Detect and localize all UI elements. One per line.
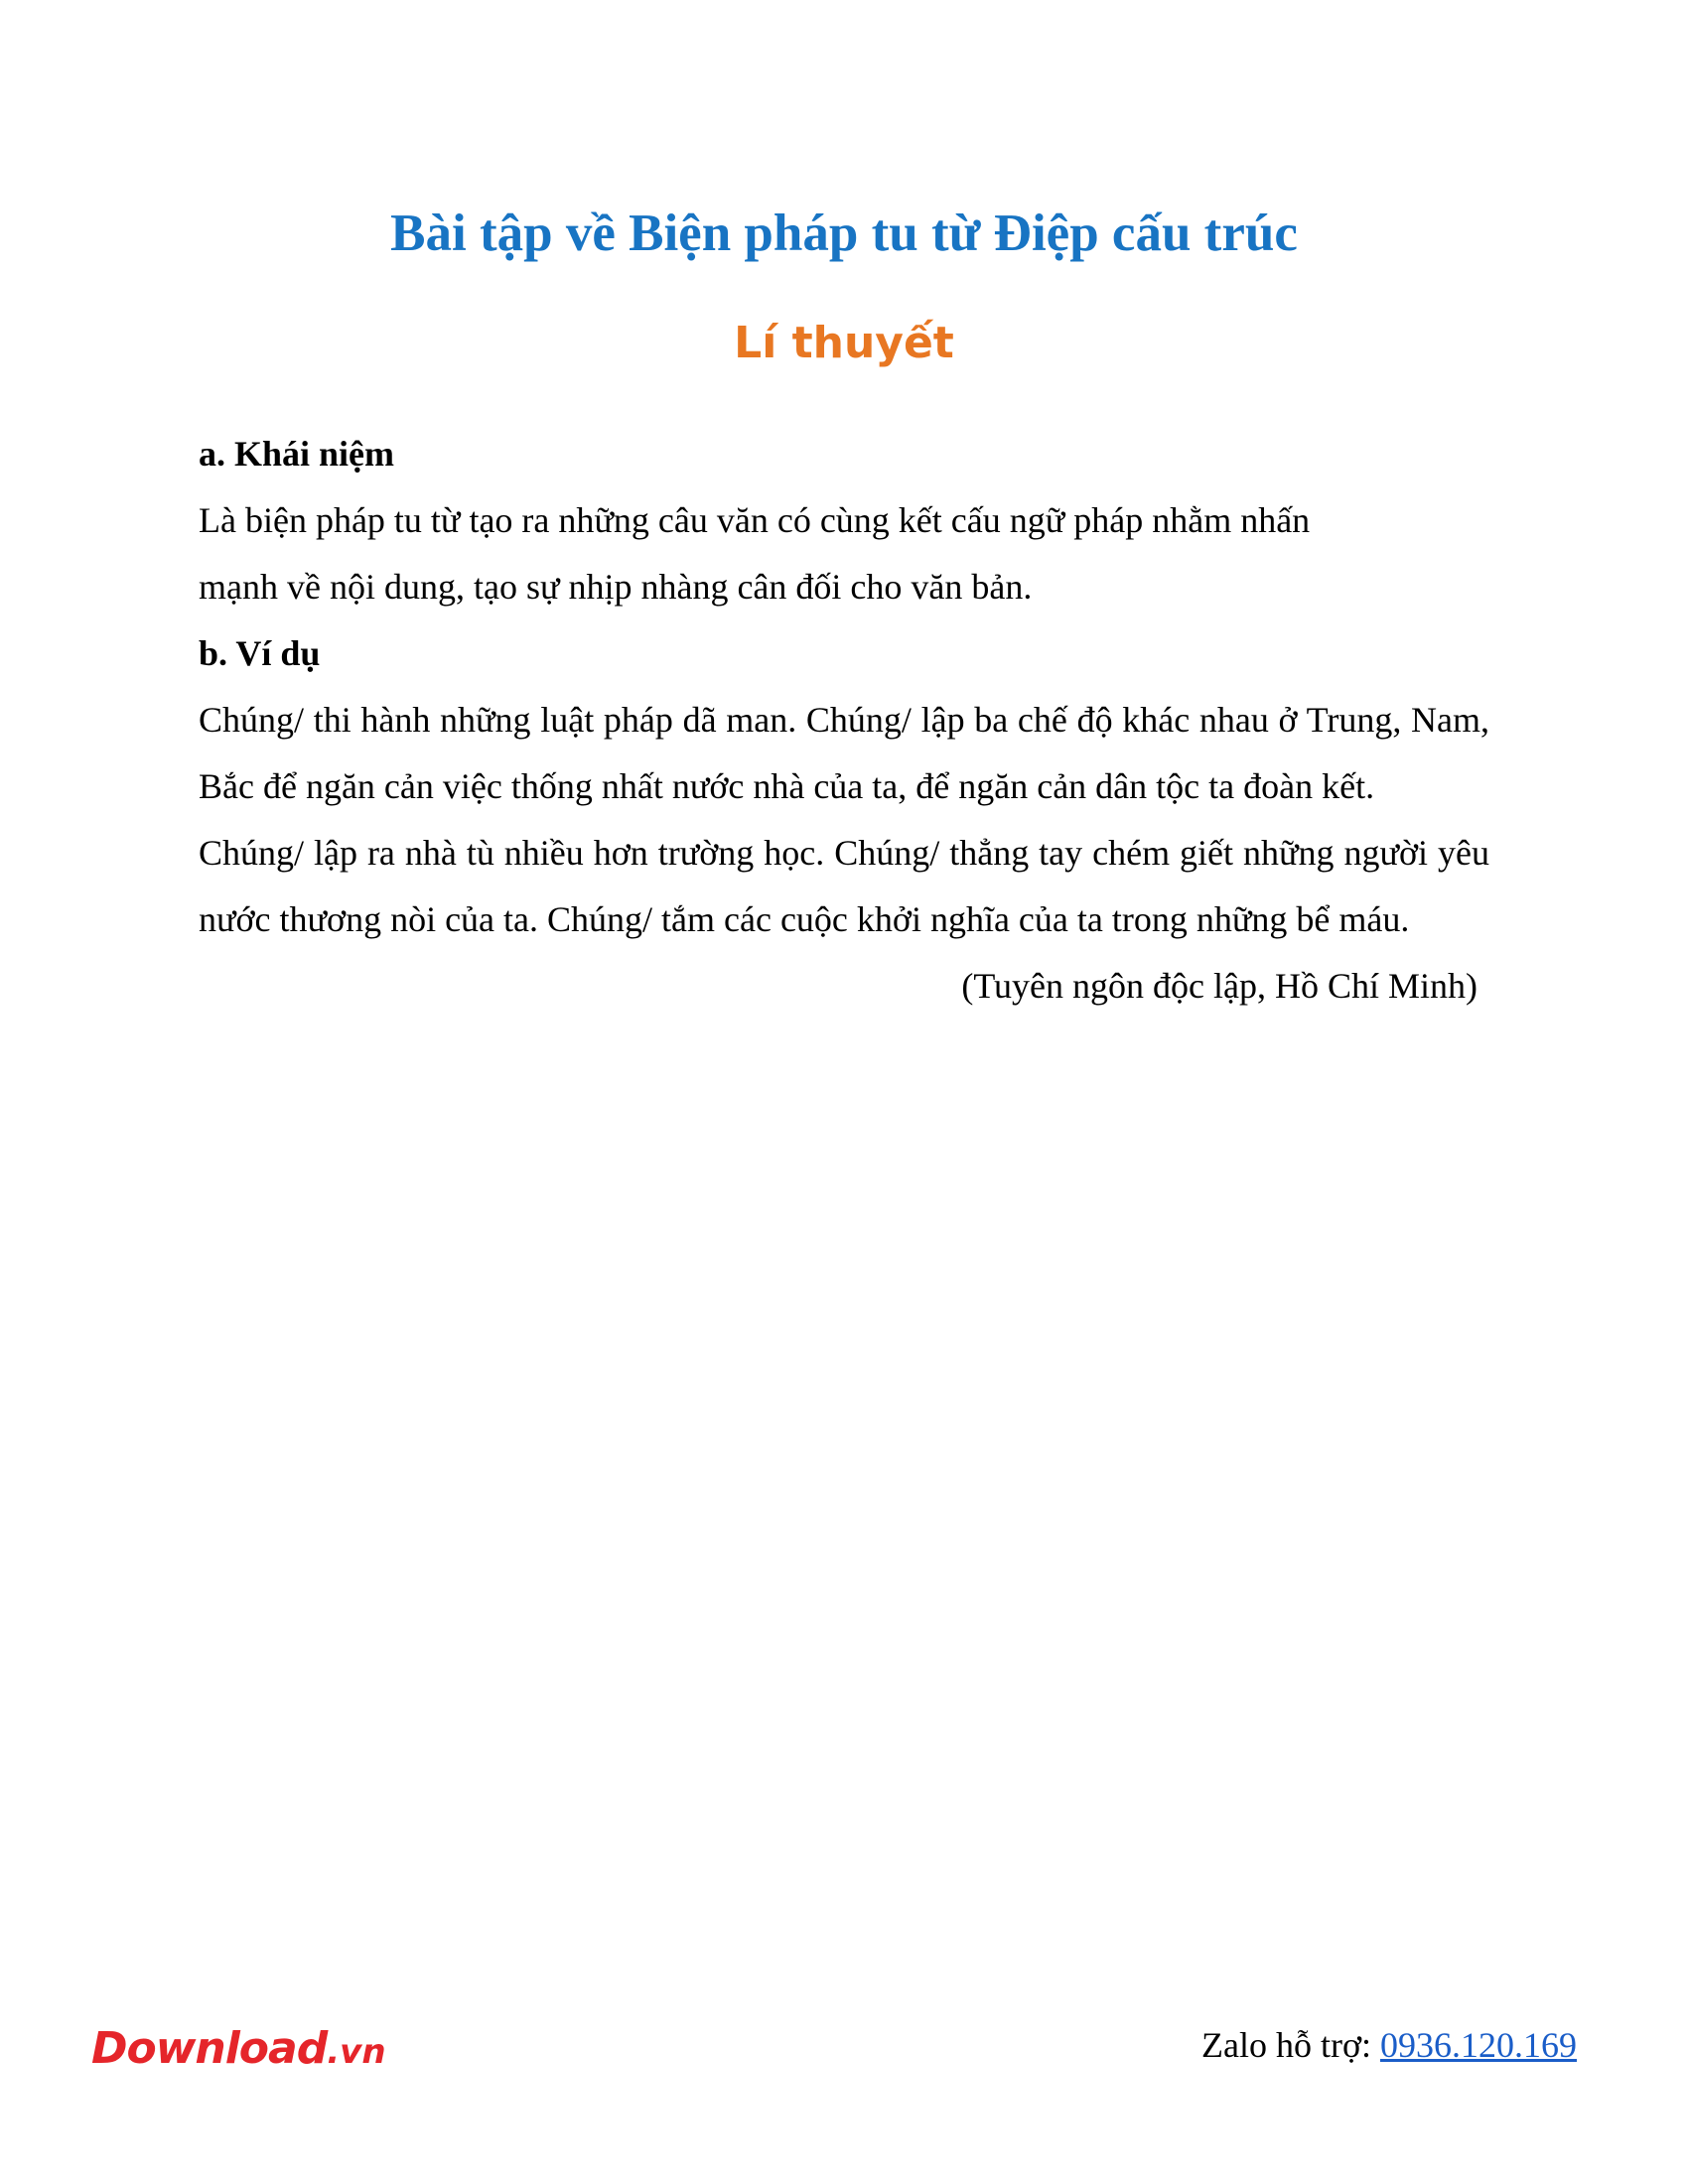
document-body bbox=[199, 421, 1489, 1020]
zalo-support-label: Zalo hỗ trợ: bbox=[1201, 2025, 1380, 2065]
example-paragraph-1: Chúng/ thi hành những luật pháp dã man. Chúng/ lập ba chế độ khác nhau ở Trung, Nam, Bắc để ngăn cản việc thống nhất nước nhà của ta, để ngăn cản dân tộc ta đoàn kết. bbox=[199, 700, 1489, 806]
download-vn-logo bbox=[91, 2019, 386, 2082]
zalo-phone-link[interactable]: 0936.120.169 bbox=[1380, 2025, 1577, 2065]
example-source: (Tuyên ngôn độc lập, Hồ Chí Minh) bbox=[961, 966, 1477, 1006]
logo-main-text: Download bbox=[91, 2023, 328, 2074]
section-a-text: Là biện pháp tu từ tạo ra những câu văn có cùng kết cấu ngữ pháp nhằm nhấn mạnh về nội dung, tạo sự nhịp nhàng cân đối cho văn bản. bbox=[199, 500, 1311, 607]
zalo-support bbox=[1201, 2015, 1577, 2075]
section-a-heading: a. Khái niệm bbox=[199, 434, 395, 474]
logo-tld-text: .vn bbox=[327, 2032, 386, 2072]
example-paragraph-2: Chúng/ lập ra nhà tù nhiều hơn trường học. Chúng/ thẳng tay chém giết những người yêu nước thương nòi của ta. Chúng/ tắm các cuộc khởi nghĩa của ta trong những bể máu. bbox=[199, 833, 1489, 939]
section-b-heading: b. Ví dụ bbox=[199, 633, 321, 673]
page-subtitle: Lí thuyết bbox=[734, 318, 954, 368]
page-title: Bài tập về Biện pháp tu từ Điệp cấu trúc bbox=[390, 205, 1298, 262]
